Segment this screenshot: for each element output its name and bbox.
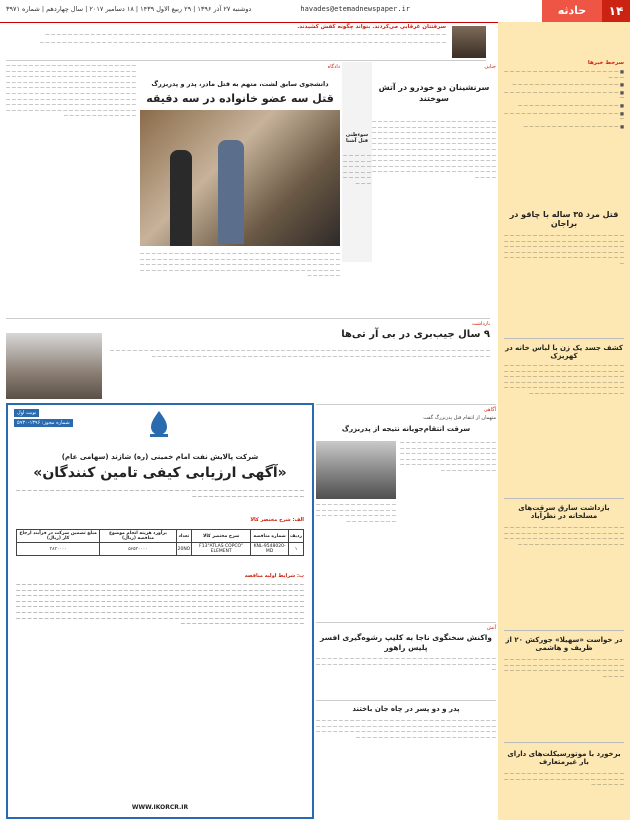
ad-table-row	[17, 543, 304, 556]
section-email: havades@etemadnewspaper.ir	[300, 5, 410, 13]
sidebar-story4-text: — — — — — — — — — — — — — — — — — — — — — — — — — — — — — — — — — — — — — — — — — — — — — — — — — — — — — — — — — — — — — — — — — — —	[504, 658, 624, 680]
courtroom-photo	[140, 110, 340, 246]
main-story-headline-small: دانشجوی سابق لشت، متهم به قتل مادر، پدر و پدربزرگ	[151, 80, 329, 88]
police-story	[316, 622, 496, 699]
ad-code: شماره مجوز: ۱۳۹۶-۵۹۳۰	[14, 419, 73, 427]
main-story-text: — — — — — — — — — — — — — — — — — — — — — — — — — — — — — — — — — — — — — — — — — — — — — — — — — — — — — — — — — — — — — — — — — — — — — — — — — — — — — — — — — — — — — — — — — — — — — — — — — — — — — — — — — — — — — — — — — — — — — — — — — — — — — — — — — — — — — — — — — — — — — — — — — —	[140, 252, 340, 280]
sidebar-divider	[504, 498, 624, 499]
ad-intro-text: — — — — — — — — — — — — — — — — — — — — — — — — — — — — — — — — — — — — — — — — — — — — — — — — — — — — — — — — — — — — — — — — — — — — — — —	[16, 489, 304, 500]
middle-story-headline: سرنشینان دو خودرو در آتش سوختند	[378, 83, 490, 103]
police-headline: واکنش سخنگوی ناجا به کلیپ رشوه‌گیری افسر پلیس راهور	[320, 633, 492, 652]
page-header	[0, 0, 630, 23]
ad-title: «آگهی ارزیابی کیفی تامین کنندگان»	[33, 465, 287, 481]
police-text: — — — — — — — — — — — — — — — — — — — — — — — — — — — — — — — — — — — — — — — — — — — — — — — — — — — — — — — — — — — — — — — — —	[316, 657, 496, 674]
father-text: — — — — — — — — — — — — — — — — — — — — — — — — — — — — — — — — — — — — — — — — — — — — — — — — — — — — — — — — — — — — — — — — — — — — — — — — — — — — — — — — — — — — — — — — — — — — — — — — — — — — — — — — — — — — — — — — — — — — — — — — —	[316, 719, 496, 741]
sidebar-story5-title: برخورد با موتورسیکلت‌های دارای بار غیرمتعارف	[507, 750, 621, 766]
ad-table-header-row	[17, 530, 304, 543]
left-column-text: — — — — — — — — — — — — — — — — — — — — — — — — — — — — — — — — — — — — — — — — — — — — — — — — — — — — — — — — — — — — — — — — — — — — — — — — — — — — — — — — — — — — — — — — — — — — — — — — — — — — — — — — — — — — — — — — — — — — — — — — — — — — — — — — — — — — — — — — — — — — — — — — — — — — — — — — — — — — — — — — — — — — — — — — — — — — — — — — — — — — — — — — — — — — — — — — — — — — — — — — — — — — — — — — — — — — — — — — — — — —	[6, 64, 136, 120]
ad-table-header: ردیف	[289, 530, 304, 543]
sidebar-divider	[504, 630, 624, 631]
top-strip-title: سرقتتان غرقابی می‌کردند. بتواند چگونه کفش کشیدند.	[297, 24, 446, 30]
revenge-headline-small: متهمان از انتقام قتل پدربزرگ گفت	[423, 415, 496, 421]
pickpocket-story	[6, 318, 490, 401]
ad-table-cell: ۳۸۳۰۰۰۰	[17, 543, 100, 556]
ad-logo	[144, 409, 174, 439]
ad-table-header: برآورد هزینه انجام موضوع مناقصه (ریال)	[100, 530, 176, 543]
ad-badge: نوبت اول	[14, 409, 39, 417]
ad-table-header: مبلغ تضمین شرکت در فرآیند ارجاع کار (ریال)	[17, 530, 100, 543]
ad-table-cell: F13"ATLAS COPCO" ELEMENT	[192, 543, 251, 556]
pickpocket-text: — — — — — — — — — — — — — — — — — — — — — — — — — — — — — — — — — — — — — — — — — — — — — — — — — — — — — — — — — — — — — — — — — — — — — — — — — — — — — — — — — — — — — — — — — — — — — — — — — — — — — — — — — — — — — — — — — — — — — — — — — — — — — — —	[110, 349, 490, 360]
main-story-headline: قتل سه عضو خانواده در سه دقیقه	[146, 92, 334, 105]
revenge-text: — — — — — — — — — — — — — — — — — — — — — — — — — — — — — — — — — — — — — — — — — — — — — — — — — — — — — — — — — — — — — — — — — — — — — — — — — — — — — — — — — — — — — — — — — — — — — — —	[400, 441, 496, 474]
police-kicker: آتش	[486, 625, 496, 631]
portrait-photo	[6, 333, 102, 399]
officer-figure	[170, 150, 192, 246]
sidebar-divider	[504, 742, 624, 743]
sidebar-story1-title: قتل مرد ۳۵ ساله با چاقو در براجان	[509, 210, 619, 228]
columnist-photo	[452, 26, 486, 58]
page-number: ۱۴	[602, 0, 630, 22]
ad-table-header: شرح مختصر کالا	[192, 530, 251, 543]
defendant-figure	[218, 140, 244, 244]
middle-story-text: — — — — — — — — — — — — — — — — — — — — — — — — — — — — — — — — — — — — — — — — — — — — — — — — — — — — — — — — — — — — — — — — — — — — — — — — — — — — — — — — — — — — — — — — — — — — — — — — — — — — — — — — — — — — — — — — — — — — — — — — — — — — — — — — — — — — — — — — — — — — — — — — — — — — — — — — — — — — — — — — — — — — — — — — — — — — — — — — — — — — — — — — — — — — — — — — — — — — — — — — — — — — — — — — — — — — — — — — — — — — — — — —	[372, 120, 496, 181]
ad-table-cell: ۱	[289, 543, 304, 556]
middle-story-kicker: جنایی	[484, 64, 496, 70]
sidebar-story2-text: — — — — — — — — — — — — — — — — — — — — — — — — — — — — — — — — — — — — — — — — — — — — — — — — — — — — — — — — — — — — — — — — — — — — — — — — — — — — — — — — — — — — — — — — — — — — — — — — — — — — — — — — — — — — — — — — — — — — — — — — — —	[504, 364, 624, 397]
top-strip-text: — — — — — — — — — — — — — — — — — — — — — — — — — — — — — — — — — — — — — — — — — — — — — — — — — — — — — — — — — — — — — — — — — — — — — — — — — — — — — — — — — — — — — — — — — — — — — — — — — — — — — — — — — — — — — — — — — — — — — — — — — — — — — — — — — — — — — — — — — — — — — — —	[39, 33, 446, 46]
side-story-text: — — — — — — — — — — — — — — — — — — — — — — — — — — — —	[343, 154, 371, 187]
sidebar	[498, 22, 630, 820]
ad-table-header: تعداد	[176, 530, 192, 543]
side-story-title: سوءظنی قتل آشنا	[345, 132, 369, 144]
ad-table-header: شماره مناقصه	[251, 530, 289, 543]
sidebar-story1-text: — — — — — — — — — — — — — — — — — — — — — — — — — — — — — — — — — — — — — — — — — — — — — — — — — — — — — — — — — — — — — — — — — — — — — — — — — — — — — — — — — — — — — — — — — — — — — — — — — — — — — — — — — —	[504, 234, 624, 267]
ad-table-cell: ۵۶۵۳۰۰۰۰	[100, 543, 176, 556]
ad-website[interactable]: WWW.IKORCR.IR	[131, 804, 189, 811]
pickpocket-headline: ۹ سال جیب‌بری در بی آر تی‌ها	[341, 329, 490, 340]
ad-conditions-text: — — — — — — — — — — — — — — — — — — — — — — — — — — — — — — — — — — — — — — — — — — — — — — — — — — — — — — — — — — — — — — — — — — — — — — — — — — — — — — — — — — — — — — — — — — — — — — — — — — — — — — — — — — — — — — — — — — — — — — — — — — — — — — — — — — — — — — — — — — — — — — — — — — — — — — — — — — — — — — — — — — — — — — — — — — — — — — — — — — — — — — — — — — — — — — — — — — — — — — — — — — — — — — — — — — — — — — — — — — — — — — — — — — — — — — — — — — — — — — — — — — — — — — — — — — — — — — — — — — — — — — — — — — — — — — — — — — — — — — — — — — — — — — — — — — — — — — — — — — — — — — — — — — — — — — — — — — — — — — — — — — — — — — — — — — — — — — — — — — — — — — — — — — — — — — — — — — — — — — — — — — — — — — — — — — — — — — — — — — —	[16, 583, 304, 628]
sidebar-brief-title: سرخط خبرها	[587, 60, 624, 66]
sidebar-briefs: ■ — — — — — — — — — — — — — — — — — — — — — — — ■ — — — — — — — — — — — — — — — — — — — ■ — — — — — — — — — — — — — — — — — — — — — ■ — — — — — — — — — — — — — — — — — — ■ — — — — — — — — — — — — — — — — — — — — — ■ — — — — — — — — — — — — — — — — —	[504, 70, 624, 130]
ad-section-b: ب: شرایط اولیه مناقصه	[244, 573, 304, 579]
father-headline: پدر و دو پسر در چاه جان باختند	[352, 705, 460, 713]
sidebar-story2-title: کشف جسد یک زن با لباس خانه در کهریزک	[505, 344, 623, 360]
refinery-logo-icon	[144, 409, 174, 439]
main-story	[140, 62, 340, 362]
car-photo	[316, 441, 396, 499]
ad-section-a: الف: شرح مختصر کالا	[250, 517, 304, 523]
sidebar-story4-title: در خواست «سهیلا» جورکش ۲۰ از ظریف و هاشمی	[505, 636, 623, 652]
revenge-text-2: — — — — — — — — — — — — — — — — — — — — — — — — — — — — — — — — — — — — — — — — — — — — — — — — — — —	[316, 503, 396, 525]
ad-table-cell: 20NO	[176, 543, 192, 556]
revenge-headline: سرقت انتقام‌جویانه نتیجه از پدربزرگ	[341, 425, 471, 433]
revenge-story	[316, 404, 496, 621]
revenge-kicker: آگاهی	[483, 407, 496, 413]
tender-ad	[6, 403, 314, 819]
side-story	[342, 62, 372, 262]
sidebar-story5-text: — — — — — — — — — — — — — — — — — — — — — — — — — — — — — — — — — — — — — — — — — — — — — — — —	[504, 772, 624, 789]
sidebar-story3-title: بازداشت سارق سرقت‌های مسلحانه در نظرآباد	[518, 504, 610, 520]
ad-table	[16, 529, 304, 556]
main-story-kicker: دادگاه	[327, 64, 340, 70]
section-label: حادثه	[542, 0, 602, 22]
sidebar-story3-text: — — — — — — — — — — — — — — — — — — — — — — — — — — — — — — — — — — — — — — — — — — — — — — — — — — — — — — — — — — — — — — — — — — — — — — — — — — — — — — — — — —	[504, 526, 624, 548]
date-line: دوشنبه ۲۷ آذر ۱۳۹۶ | ۲۹ ربیع الاول ۱۴۳۹ | ۱۸ دسامبر ۲۰۱۷ | سال چهاردهم | شماره ۳۹۷۱	[6, 5, 252, 13]
pickpocket-kicker: بازداشت	[471, 321, 490, 327]
sidebar-divider	[504, 338, 624, 339]
father-story	[316, 700, 496, 817]
ad-company: شرکت پالایش نفت امام خمینی (ره) شازند (سهامی عام)	[61, 453, 259, 461]
top-strip	[6, 24, 486, 61]
ad-table-cell: KNL-9548020-MD	[251, 543, 289, 556]
